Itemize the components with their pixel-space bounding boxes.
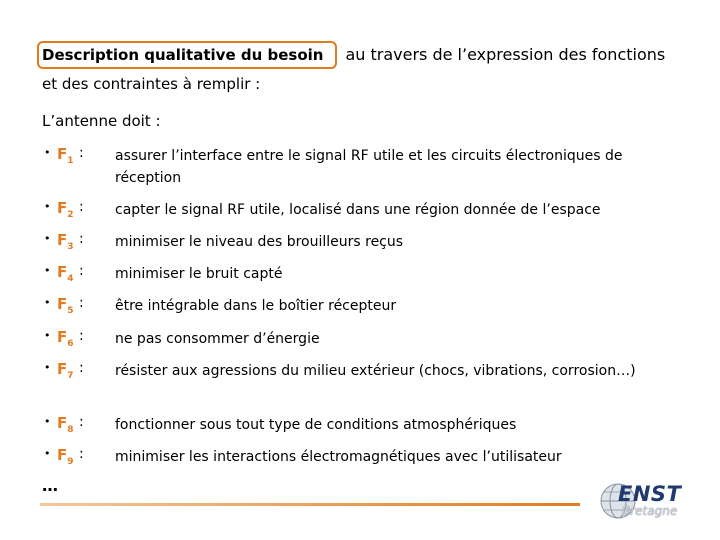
function-code: $F_7$ bbox=[57, 360, 74, 381]
function-code: $F_6$ bbox=[57, 328, 74, 349]
intro-line bbox=[42, 41, 665, 69]
function-code: $F_1$ bbox=[57, 145, 74, 166]
function-text: minimiser le niveau des brouilleurs reçus bbox=[115, 234, 404, 250]
function-code: $F_2$ bbox=[57, 199, 74, 220]
bullet-icon: • bbox=[44, 146, 51, 159]
bullet-icon: • bbox=[44, 296, 51, 309]
function-colon: : bbox=[79, 231, 84, 247]
function-text: résister aux agressions du milieu extérieur (chocs, vibrations, corrosion…) bbox=[115, 363, 636, 379]
logo-name: ENST bbox=[618, 482, 682, 506]
ellipsis: … bbox=[42, 476, 59, 495]
function-text: minimiser le bruit capté bbox=[115, 266, 283, 282]
function-code: $F_8$ bbox=[57, 414, 74, 435]
function-text: ne pas consommer d’énergie bbox=[115, 331, 320, 347]
function-colon: : bbox=[79, 446, 84, 462]
enst-logo bbox=[598, 478, 690, 524]
logo-subtitle: Bretagne bbox=[622, 504, 678, 518]
bullet-icon: • bbox=[44, 361, 51, 374]
function-text: assurer l’interface entre le signal RF utile et les circuits électroniques de réception bbox=[115, 148, 623, 186]
function-colon: : bbox=[79, 199, 84, 215]
function-text: minimiser les interactions électromagnétiques avec l’utilisateur bbox=[115, 449, 562, 465]
intro-continuation: au travers de l’expression des fonctions bbox=[345, 45, 666, 64]
intro-line-2: et des contraintes à remplir : bbox=[42, 75, 261, 93]
function-code: $F_3$ bbox=[57, 231, 74, 252]
function-code: $F_9$ bbox=[57, 446, 74, 467]
function-text: être intégrable dans le boîtier récepteur bbox=[115, 298, 397, 314]
function-code: $F_5$ bbox=[57, 295, 74, 316]
lead-text: L’antenne doit : bbox=[42, 112, 161, 130]
bullet-icon: • bbox=[44, 200, 51, 213]
bullet-icon: • bbox=[44, 329, 51, 342]
bullet-icon: • bbox=[44, 232, 51, 245]
function-colon: : bbox=[79, 145, 84, 161]
bullet-icon: • bbox=[44, 264, 51, 277]
function-colon: : bbox=[79, 328, 84, 344]
function-colon: : bbox=[79, 295, 84, 311]
function-colon: : bbox=[79, 263, 84, 279]
function-text: fonctionner sous tout type de conditions atmosphériques bbox=[115, 417, 517, 433]
section-heading: Description qualitative du besoin bbox=[37, 41, 337, 69]
bullet-icon: • bbox=[44, 447, 51, 460]
function-colon: : bbox=[79, 414, 84, 430]
function-code: $F_4$ bbox=[57, 263, 74, 284]
function-colon: : bbox=[79, 360, 84, 376]
bullet-icon: • bbox=[44, 415, 51, 428]
footer-divider bbox=[40, 503, 580, 506]
function-text: capter le signal RF utile, localisé dans une région donnée de l’espace bbox=[115, 202, 601, 218]
